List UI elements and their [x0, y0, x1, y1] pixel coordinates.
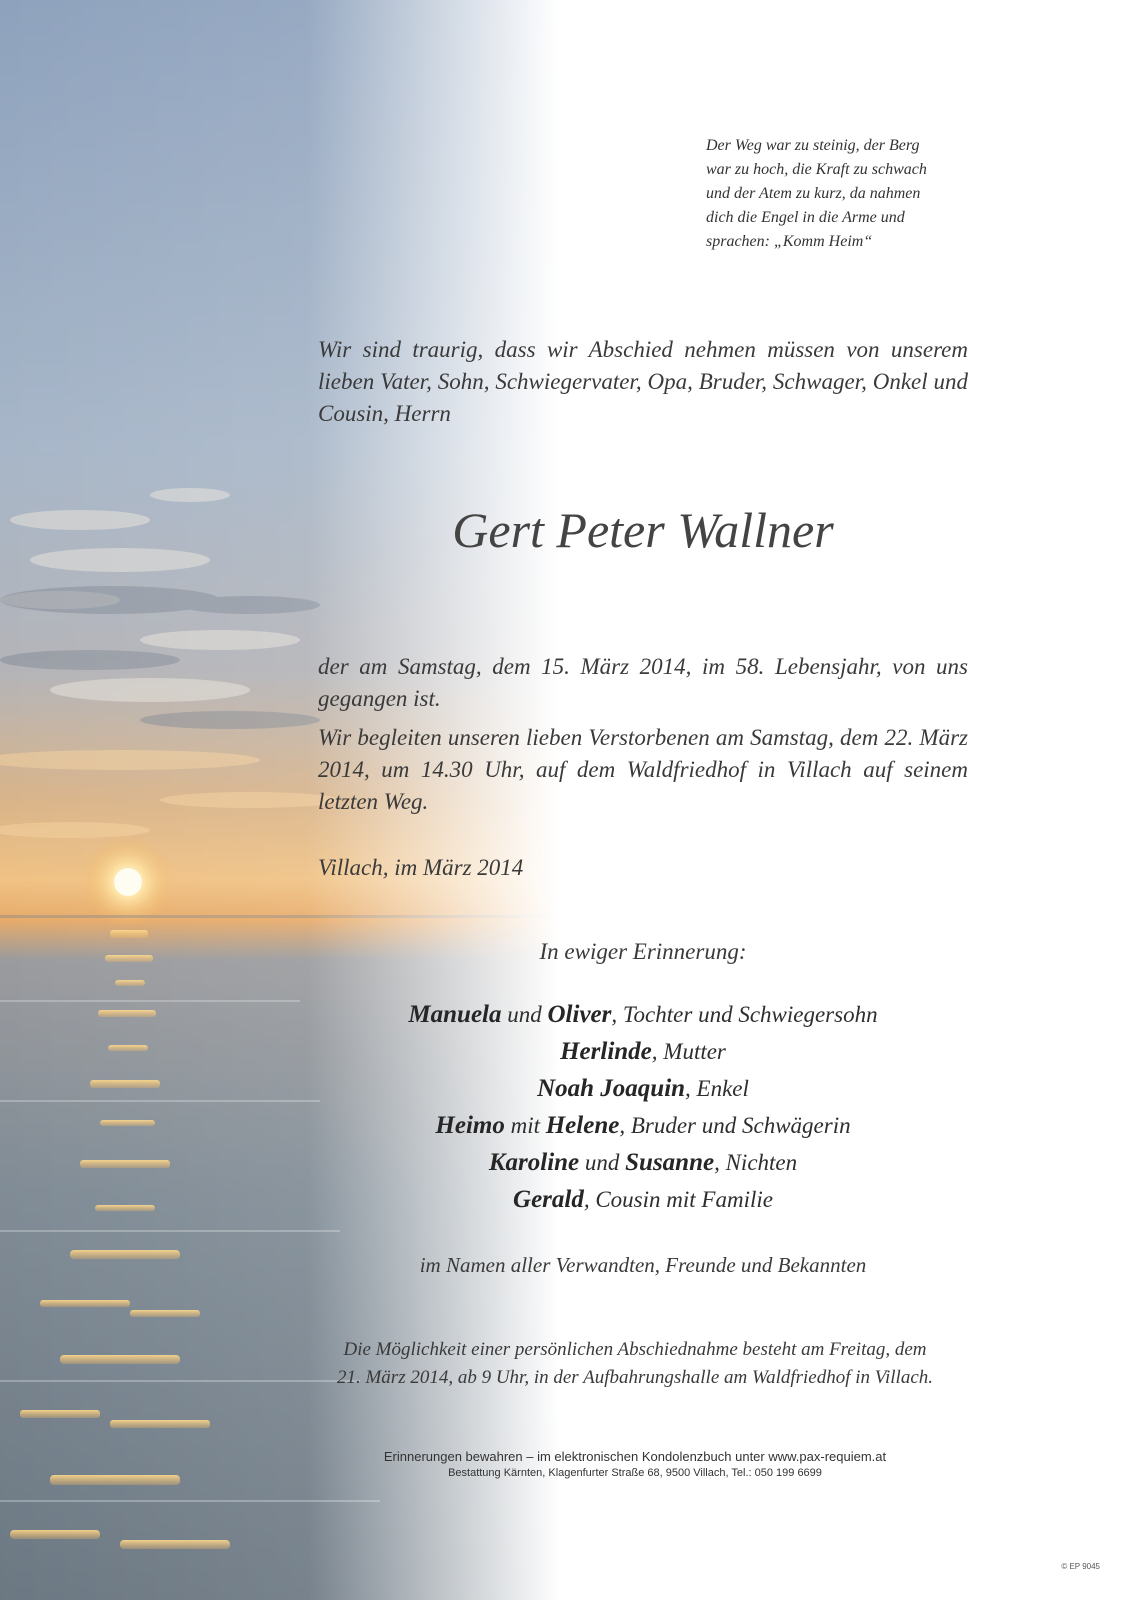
family-line: Karoline und Susanne, Nichten — [488, 1149, 798, 1176]
verse-line: sprachen: „Komm Heim“ — [706, 233, 873, 250]
family-line: Herlinde, Mutter — [560, 1038, 726, 1065]
viewing-line: 21. März 2014, ab 9 Uhr, in der Aufbahrungshalle am Waldfriedhof in Villach. — [336, 1367, 934, 1388]
family-list — [318, 996, 968, 1218]
family-line: Gerald, Cousin mit Familie — [513, 1186, 773, 1213]
poem-verse — [706, 134, 966, 254]
intro-text: Wir sind traurig, dass wir Abschied nehmen müssen von unserem lieben Vater, Sohn, Schwiegervater, Opa, Bruder, Schwager, Onkel und Cousin, Herrn — [318, 337, 968, 426]
memory-heading: In ewiger Erinnerung: — [539, 939, 747, 964]
verse-line: dich die Engel in die Arme und — [706, 209, 905, 226]
verse-line: war zu hoch, die Kraft zu schwach — [706, 161, 927, 178]
viewing-line: Die Möglichkeit einer persönlichen Abschiednahme besteht am Freitag, dem — [343, 1339, 927, 1360]
family-line: Manuela und Oliver, Tochter und Schwiegersohn — [408, 1001, 878, 1028]
death-notice: der am Samstag, dem 15. März 2014, im 58. Lebensjahr, von uns gegangen ist. — [318, 654, 968, 711]
place-date: Villach, im März 2014 — [318, 855, 524, 880]
viewing-notice — [300, 1336, 970, 1392]
footer-condolence-line: Erinnerungen bewahren – im elektronischen Kondolenzbuch unter www.pax-requiem.at — [383, 1449, 887, 1464]
verse-line: und der Atem zu kurz, da nahmen — [706, 185, 921, 202]
family-line: Heimo mit Helene, Bruder und Schwägerin — [435, 1112, 851, 1139]
deceased-name: Gert Peter Wallner — [452, 502, 834, 558]
print-code: © EP 9045 — [1061, 1562, 1100, 1571]
funeral-notice: Wir begleiten unseren lieben Verstorbenen am Samstag, dem 22. März 2014, um 14.30 Uhr, auf dem Waldfriedhof in Villach auf seinem letzten Weg. — [318, 725, 968, 814]
family-line: Noah Joaquin, Enkel — [537, 1075, 749, 1102]
footer — [300, 1448, 970, 1481]
footer-address-line: Bestattung Kärnten, Klagenfurter Straße 68, 9500 Villach, Tel.: 050 199 6699 — [448, 1467, 822, 1479]
verse-line: Der Weg war zu steinig, der Berg — [706, 137, 920, 154]
closing-line: im Namen aller Verwandten, Freunde und Bekannten — [419, 1253, 867, 1277]
